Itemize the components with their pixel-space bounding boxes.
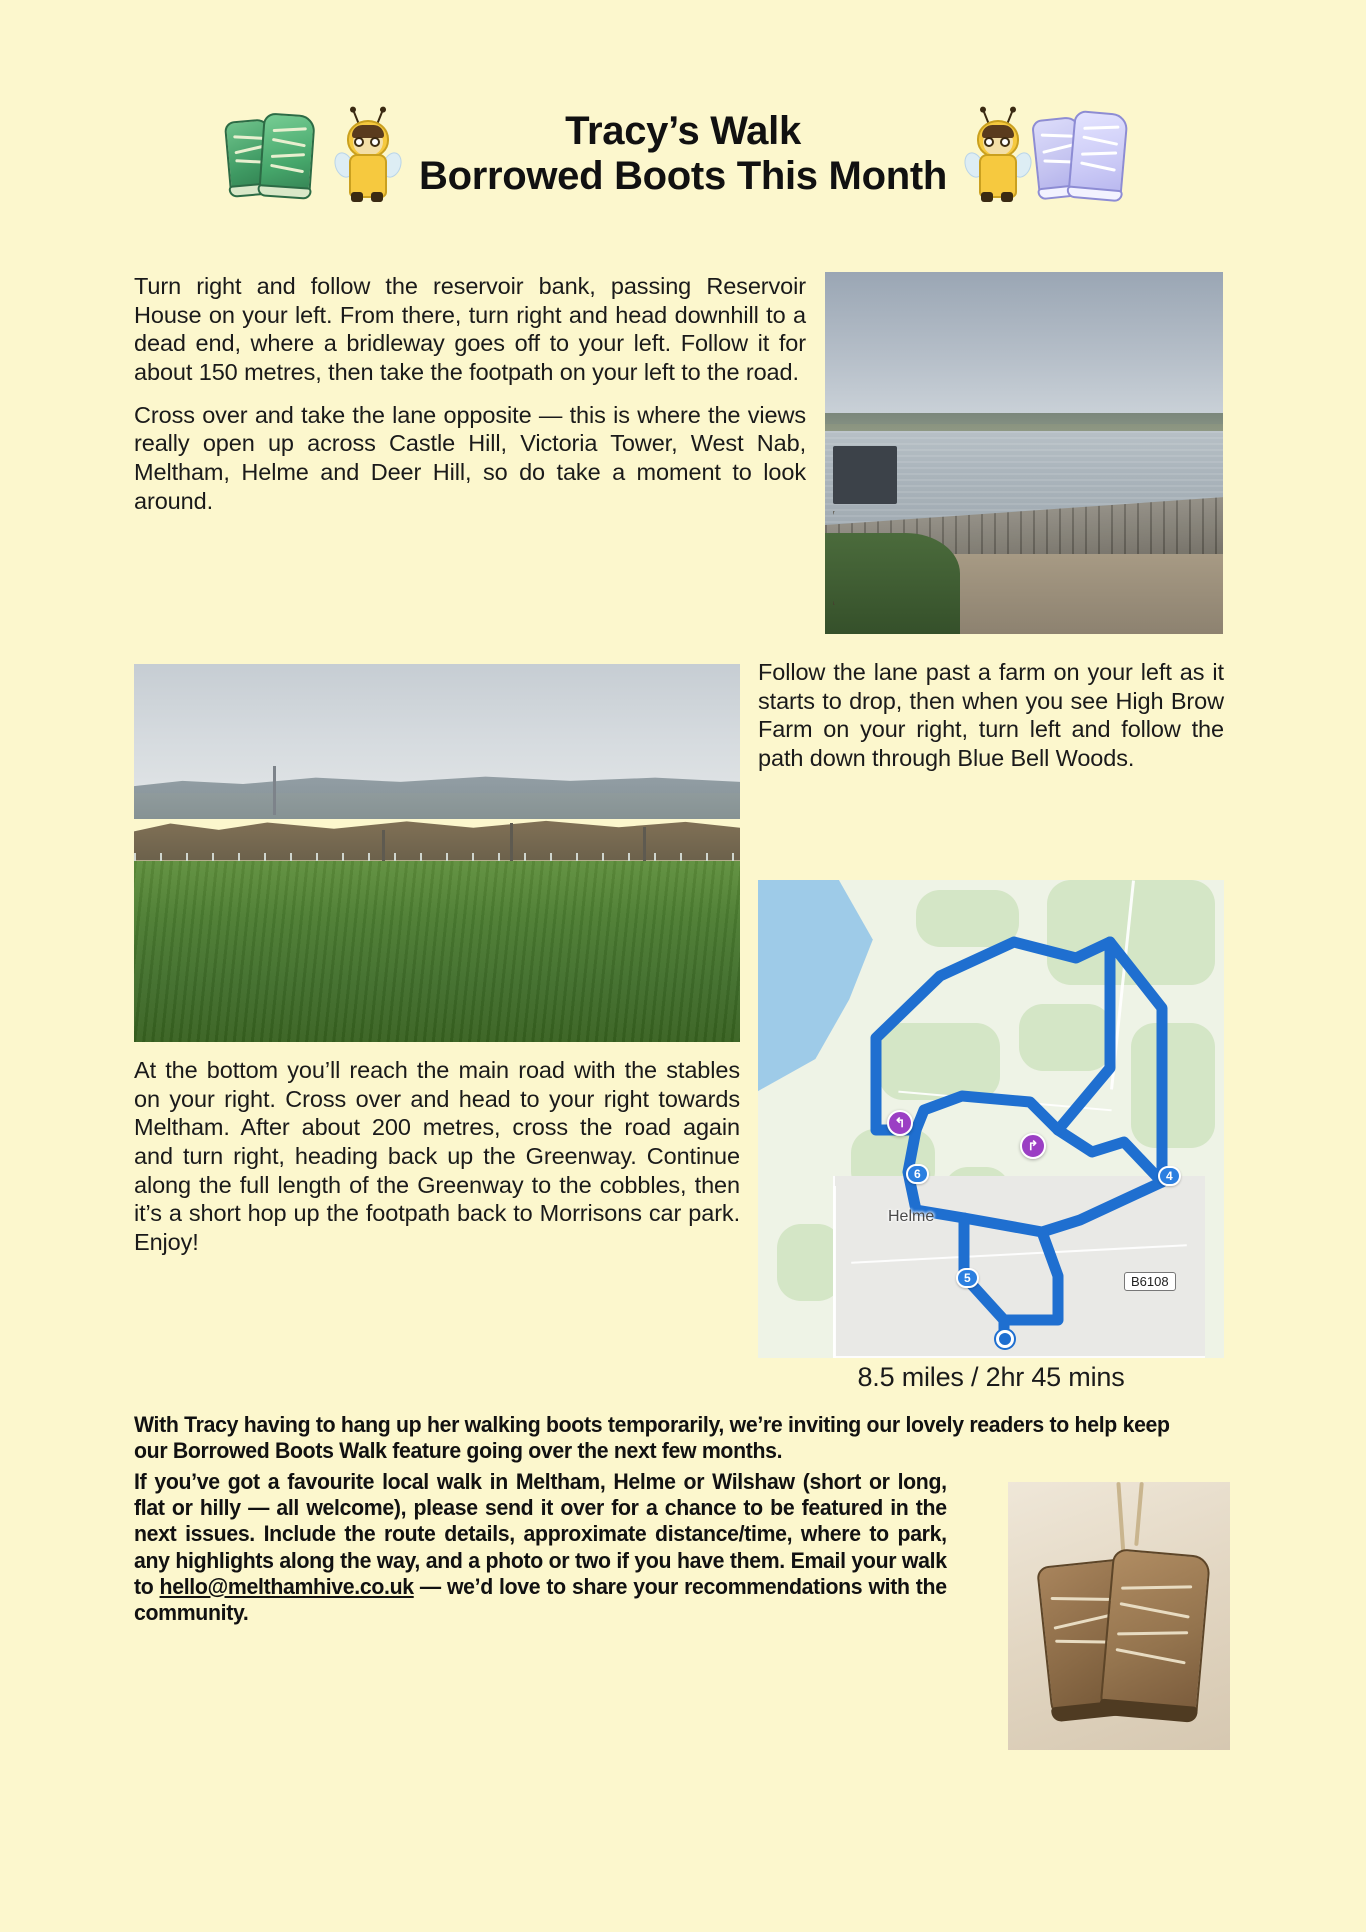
map-place-label-helme: Helme: [888, 1208, 935, 1225]
callout-paragraph-1: With Tracy having to hang up her walking boots temporarily, we’re inviting our lovely readers to help keep our Borrowed Boots Walk feature going over the next few months.: [134, 1412, 1170, 1464]
reservoir-photo: [825, 272, 1223, 634]
callout-paragraph-2: [134, 1469, 947, 1627]
article-column-bottom-left: [134, 1056, 740, 1257]
field-photo: [134, 664, 740, 1042]
paragraph-4: At the bottom you’ll reach the main road with the stables on your right. Cross over and head to your right towards Meltham. After about 200 metres, cross the road again and turn right, heading back up the Greenway. Continue along the full length of the Greenway to the cobbles, then it’s a short hop up the footpath back to Morrisons car park. Enjoy!: [134, 1057, 740, 1255]
paragraph-3: Follow the lane past a farm on your left as it starts to drop, then when you see High Brow Farm on your right, turn left and follow the path down through Blue Bell Woods.: [758, 659, 1224, 771]
callout-text-before-email: If you’ve got a favourite local walk in Meltham, Helme or Wilshaw (short or long, flat or hilly — all welcome), please send it over for a chance to be featured in the next issues. Include the route details, approximate distance/time, where to park, any highlights along the way, and a photo or two if you have them. Email your walk to: [134, 1468, 947, 1599]
title-line-1: Tracy’s Walk: [565, 109, 801, 154]
email-link[interactable]: hello@melthamhive.co.uk: [159, 1573, 414, 1599]
map-turn-marker-2[interactable]: ↱: [1020, 1133, 1046, 1159]
route-map[interactable]: [758, 880, 1224, 1358]
article-column-top-left: [134, 272, 806, 515]
map-distance-chip-6[interactable]: 6: [906, 1164, 929, 1184]
bee-mascot-icon-left: [333, 106, 403, 202]
map-distance-chip-4[interactable]: 4: [1158, 1166, 1181, 1186]
callout-text-after-email: — we’d love to share your recommendations with the community.: [134, 1573, 947, 1626]
purple-boots-icon: [1027, 104, 1145, 204]
title-line-2: Borrowed Boots This Month: [418, 154, 947, 198]
walking-boots-photo: [1008, 1482, 1230, 1750]
map-distance-chip-5[interactable]: 5: [956, 1268, 979, 1288]
article-column-right-mid: [758, 658, 1224, 773]
page-title: [403, 109, 963, 199]
map-start-marker[interactable]: [996, 1330, 1014, 1348]
map-caption: 8.5 miles / 2hr 45 mins: [857, 1362, 1125, 1392]
map-turn-marker-1[interactable]: ↰: [887, 1110, 913, 1136]
paragraph-1: Turn right and follow the reservoir bank, passing Reservoir House on your left. From there, turn right and head downhill to a dead end, where a bridleway goes off to your left. Follow it for about 150 metres, then take the footpath on your left to the road.: [134, 273, 806, 385]
bee-mascot-icon-right: [963, 106, 1033, 202]
paragraph-2: Cross over and take the lane opposite — this is where the views really open up across Castle Hill, Victoria Tower, West Nab, Meltham, Helme and Deer Hill, so do take a moment to look around.: [134, 401, 806, 514]
green-boots-icon: [221, 104, 339, 204]
map-road-shield: B6108: [1124, 1272, 1176, 1291]
page-header: [0, 100, 1366, 208]
